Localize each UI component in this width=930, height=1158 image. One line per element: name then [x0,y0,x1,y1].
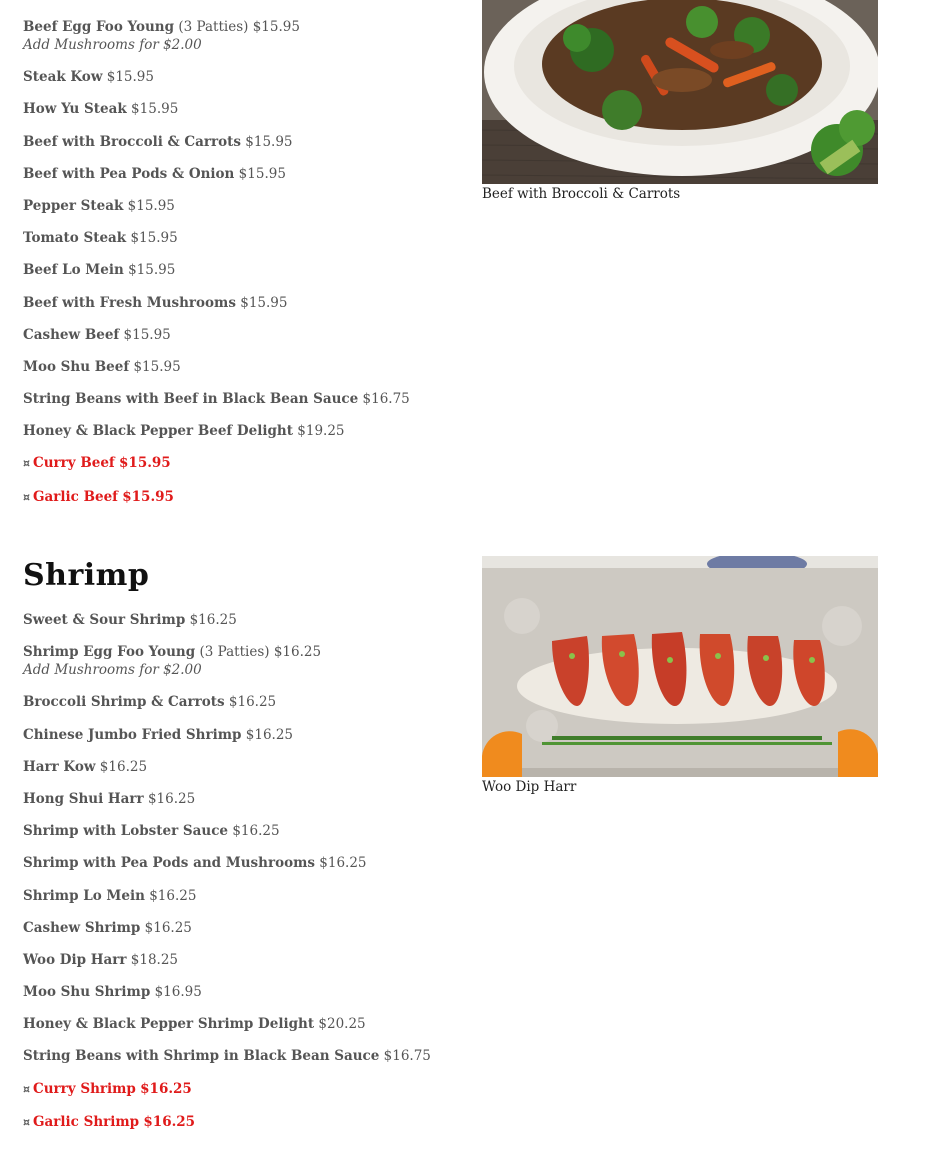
menu-item-price: $15.95 [245,133,293,150]
beef-menu-item [23,294,463,312]
beef-menu-item [23,390,463,408]
menu-item-name: Harr Kow [23,758,96,775]
shrimp-menu-list [23,611,463,1146]
menu-item-name: Tomato Steak [23,230,127,247]
shrimp-photo-caption: Woo Dip Harr [482,779,577,795]
menu-item-price: $16.25 [228,694,277,711]
menu-item-name: Hong Shui Harr [23,790,144,807]
menu-item-name: Garlic Beef [33,488,118,505]
menu-item-price: $15.95 [130,230,178,247]
shrimp-menu-item [23,1080,463,1099]
menu-item-price: $16.25 [99,758,148,775]
menu-item-name: Curry Shrimp [33,1080,136,1097]
shrimp-menu-item [23,887,463,905]
menu-item-name: Pepper Steak [23,197,124,214]
menu-item-name: String Beans with Beef in Black Bean Sauce [23,391,359,408]
menu-item-price: $15.95 [123,326,171,343]
menu-item-price: $16.25 [232,823,280,840]
beef-menu-item [23,422,463,440]
shrimp-menu-item [23,790,463,808]
shrimp-menu-item [23,983,463,1001]
menu-item-price: $15.95 [238,165,286,182]
menu-item-name: How Yu Steak [23,101,127,118]
beef-menu-item [23,197,463,215]
menu-item-price: $16.25 [149,887,197,904]
menu-item-price: $15.95 [133,358,181,375]
menu-item-price: $20.25 [318,1016,366,1033]
menu-item-name: Shrimp with Pea Pods and Mushrooms [23,855,315,872]
beef-menu-item [23,133,463,151]
spicy-marker-icon: ¤ [23,457,30,471]
shrimp-menu-item [23,919,463,937]
spicy-marker-icon: ¤ [23,490,30,504]
menu-item-price: $16.25 [147,790,196,807]
menu-item-price: $15.95 [252,19,300,35]
menu-item-price: $16.75 [362,391,410,408]
beef-menu-item [23,326,463,344]
beef-menu-list [23,18,463,521]
menu-item-portion: (3 Patties) [178,19,249,35]
shrimp-menu-item [23,726,463,744]
menu-item-price: $18.25 [130,951,179,968]
menu-item-price: $16.25 [189,612,237,628]
menu-item-name: Curry Beef [33,455,115,472]
menu-item-portion: (3 Patties) [199,644,270,661]
menu-item-price: $15.95 [119,455,171,472]
menu-item-price: $15.95 [131,101,179,118]
shrimp-menu-item [23,611,463,629]
menu-item-price: $16.25 [273,644,322,661]
beef-broccoli-photo [482,0,878,184]
shrimp-menu-item [23,1047,463,1065]
beef-menu-item [23,454,463,473]
shrimp-menu-item [23,643,463,679]
menu-item-price: $19.25 [297,423,345,440]
menu-item-name: Shrimp Egg Foo Young [23,644,196,661]
menu-item-name: Honey & Black Pepper Beef Delight [23,423,293,440]
menu-item-name: Beef Egg Foo Young [23,19,175,35]
menu-item-price: $16.25 [143,1113,196,1130]
spicy-marker-icon: ¤ [23,1115,30,1129]
menu-item-price: $15.95 [106,69,154,86]
beef-menu-item [23,229,463,247]
menu-item-name: Broccoli Shrimp & Carrots [23,694,225,711]
beef-menu-item [23,165,463,183]
shrimp-menu-item [23,1015,463,1033]
menu-item-name: Beef Lo Mein [23,262,124,279]
menu-item-name: Garlic Shrimp [33,1113,140,1130]
shrimp-menu-item [23,1113,463,1132]
menu-item-price: $15.95 [128,262,176,279]
menu-item-name: Beef with Fresh Mushrooms [23,294,236,311]
menu-item-name: Shrimp with Lobster Sauce [23,823,229,840]
menu-item-addon-note: Add Mushrooms for $2.00 [23,662,202,679]
menu-item-name: Honey & Black Pepper Shrimp Delight [23,1016,315,1033]
menu-item-name: Cashew Shrimp [23,919,141,936]
menu-item-name: Chinese Jumbo Fried Shrimp [23,726,242,743]
beef-menu-item [23,358,463,376]
shrimp-menu-item [23,854,463,872]
menu-item-price: $16.25 [245,726,294,743]
shrimp-section-title: Shrimp [23,558,150,593]
menu-item-name: String Beans with Shrimp in Black Bean Sauce [23,1048,380,1065]
beef-menu-item [23,488,463,507]
menu-item-price: $16.25 [319,855,367,872]
menu-item-price: $16.95 [154,984,202,1001]
menu-item-name: Steak Kow [23,69,103,86]
menu-item-name: Sweet & Sour Shrimp [23,612,186,628]
beef-menu-item [23,100,463,118]
menu-item-price: $15.95 [122,488,174,505]
menu-item-name: Beef with Broccoli & Carrots [23,133,241,150]
shrimp-menu-item [23,951,463,969]
menu-item-addon-note: Add Mushrooms for $2.00 [23,37,202,53]
shrimp-menu-item [23,758,463,776]
menu-item-name: Moo Shu Shrimp [23,984,151,1001]
menu-item-name: Woo Dip Harr [23,951,127,968]
beef-menu-item [23,18,463,54]
menu-item-price: $15.95 [240,294,288,311]
menu-item-name: Shrimp Lo Mein [23,887,145,904]
spicy-marker-icon: ¤ [23,1082,30,1096]
menu-item-name: Beef with Pea Pods & Onion [23,165,235,182]
beef-photo-caption: Beef with Broccoli & Carrots [482,186,681,202]
menu-item-price: $15.95 [127,197,175,214]
menu-item-name: Moo Shu Beef [23,358,130,375]
beef-menu-item [23,68,463,86]
woo-dip-harr-photo [482,556,878,777]
menu-item-price: $16.25 [144,919,192,936]
menu-item-price: $16.25 [140,1080,192,1097]
menu-item-name: Cashew Beef [23,326,120,343]
shrimp-menu-item [23,693,463,711]
shrimp-menu-item [23,822,463,840]
menu-item-price: $16.75 [383,1048,431,1065]
beef-menu-item [23,261,463,279]
